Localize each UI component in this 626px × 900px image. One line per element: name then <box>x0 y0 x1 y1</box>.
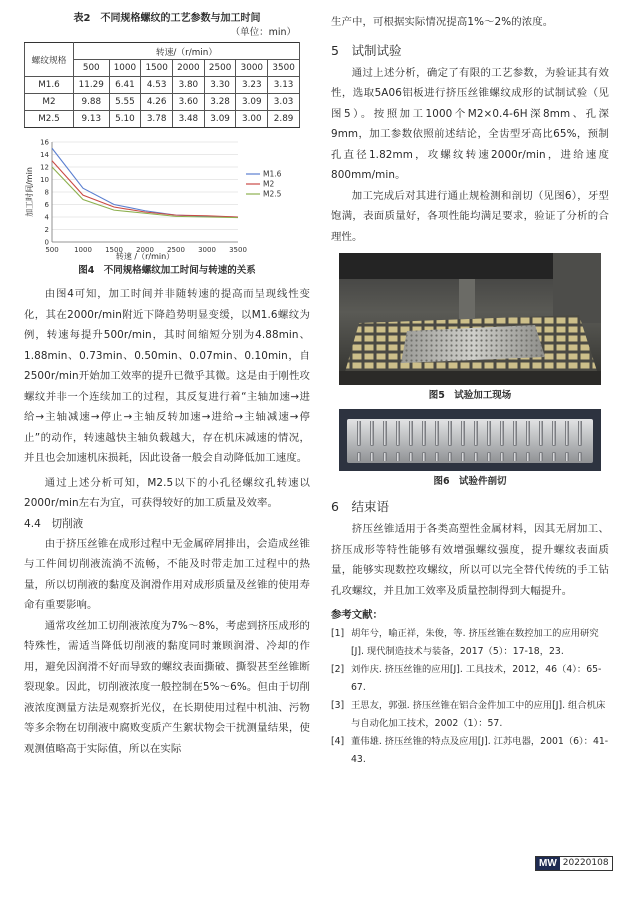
y-tick-label: 4 <box>44 213 49 222</box>
table-cell: 9.13 <box>74 111 110 128</box>
table-cell: 4.26 <box>141 94 173 111</box>
table-row-header: 螺纹规格 <box>25 43 74 77</box>
table-cell: 9.88 <box>74 94 110 111</box>
table-speed-cell: 2500 <box>204 60 236 77</box>
y-tick-label: 8 <box>44 188 49 197</box>
reference-text: 刘作庆. 挤压丝锥的应用[J]. 工具技术，2012，46（4）：65-67. <box>351 664 602 693</box>
table-row <box>25 77 300 94</box>
table-cell: 2.89 <box>268 111 300 128</box>
list-item <box>331 625 609 661</box>
references-title: 参考文献： <box>331 609 383 621</box>
legend-label: M2 <box>263 179 275 189</box>
paragraph: 通常攻丝加工切削液浓度为7%～8%，考虑到挤压成形的特殊性，需适当降低切削液的黏度同时兼顾润滑、冷却的作用，避免因润滑不好而导致的螺纹表面撕破、撕裂甚至丝锥断裂现象。因此，切削液浓度一般控制在5%～6%。但由于切削液浓度测量方法是观察折光仪，在长期使用过程中机油、污物等多余物在切削液中腐败变质产生絮状物会干扰测量结果，使观测值略高于实际值，所以在实际 <box>24 619 310 755</box>
reference-list <box>331 625 609 769</box>
reference-text: 董伟雄. 挤压丝锥的特点及应用[J]. 江苏电器，2001（6）：41-43. <box>351 736 609 765</box>
figure4-chart <box>24 134 300 264</box>
series-line-m2 <box>52 161 238 217</box>
table-spec-cell: M1.6 <box>25 77 74 94</box>
y-axis-label: 加工时间/min <box>25 167 34 217</box>
list-item <box>331 661 609 697</box>
right-column <box>331 12 609 769</box>
paragraph: 挤压丝锥适用于各类高塑性金属材料，因其无屑加工、挤压成形等特性能够有效增强螺纹强度，提升螺纹表面质量，能够实现数控攻螺纹，所以可以完全替代传统的手工钻孔攻螺纹，并且加工效率及质量控制得到大幅提升。 <box>331 523 609 597</box>
table-cell: 3.23 <box>236 77 268 94</box>
line-chart <box>24 134 300 264</box>
table-cell: 3.30 <box>204 77 236 94</box>
table-cell: 3.48 <box>173 111 205 128</box>
figure6-photo <box>339 409 601 475</box>
section-heading: 6 结束语 <box>331 499 389 514</box>
table-speed-cell: 500 <box>74 60 110 77</box>
table-speed-cell: 1000 <box>109 60 141 77</box>
y-tick-label: 16 <box>40 138 49 147</box>
legend-label: M2.5 <box>263 189 282 199</box>
table-cell: 3.03 <box>268 94 300 111</box>
x-tick-label: 3500 <box>229 246 247 254</box>
table-cell: 3.09 <box>204 111 236 128</box>
paragraph: 加工完成后对其进行通止规检测和剖切（见图6），牙型饱满，表面质量好，各项性能均满足要求，验证了分析的合理性。 <box>331 189 609 243</box>
list-item <box>331 697 609 733</box>
table-cell: 3.13 <box>268 77 300 94</box>
x-tick-label: 3000 <box>198 246 216 254</box>
legend-label: M1.6 <box>263 169 282 179</box>
table-cell: 5.55 <box>109 94 141 111</box>
x-tick-label: 2500 <box>167 246 185 254</box>
table-cell: 3.80 <box>173 77 205 94</box>
table-row <box>25 94 300 111</box>
x-axis-label: 转速 /（r/min） <box>115 252 175 261</box>
figure6-caption: 图6 试验件剖切 <box>433 476 507 487</box>
table-spec-cell: M2.5 <box>25 111 74 128</box>
x-tick-label: 500 <box>45 246 59 254</box>
paragraph: 由图4可知，加工时间并非随转速的提高而呈现线性变化，其在2000r/min附近下降趋势明显变缓，以M1.6螺纹为例，转速每提升500r/min，其时间缩短分别为4.88min、1.88min、0.73min、0.50min、0.07min、0.10min，自2500r/min开始加工效率的提升已微乎其微。这是由于刚性攻螺纹并非一个连续加工的过程，其反复进行着“主轴加速→进给→主轴减速→停止→主轴反转加速→进给→主轴减速→停止”的动作，转速越快主轴负载越大，存在机床减速的情况，并且也会加速机床损耗，因此设备一般会自动降低加工速度。 <box>24 288 310 464</box>
table-cell: 11.29 <box>74 77 110 94</box>
table-unit: （单位：min） <box>230 27 296 38</box>
list-item <box>331 733 609 769</box>
table-title: 表2 不同规格螺纹的工艺参数与加工时间 <box>73 13 261 24</box>
paragraph: 由于挤压丝锥在成形过程中无金属碎屑排出，会造成丝锥与工件间切削液流淌不流畅，不能及时带走加工过程中的热量，所以切削液的黏度及润滑作用对成形质量及丝锥的使用寿命有重要影响。 <box>24 537 310 611</box>
y-tick-label: 14 <box>40 151 49 159</box>
table-cell: 3.60 <box>173 94 205 111</box>
figure5-caption: 图5 试验加工现场 <box>428 390 512 401</box>
paragraph: 通过上述分析，确定了有限的工艺参数，为验证其有效性，选取5A06铝板进行挤压丝锥螺纹成形的试制试验（见图5）。按照加工1000个M2×0.4-6H深8mm、孔深9mm，加工参数依照前述结论，全齿型牙高比65%，预制孔直径1.82mm，攻螺纹转速2000r/min，进给速度800mm/min。 <box>331 66 609 181</box>
x-tick-label: 2000 <box>136 246 154 254</box>
figure4-caption: 图4 不同规格螺纹加工时间与转速的关系 <box>78 265 256 276</box>
figure5-photo <box>339 253 601 389</box>
table-spec-cell: M2 <box>25 94 74 111</box>
table-speed-header: 转速/（r/min） <box>74 43 300 60</box>
table-speed-cell: 2000 <box>173 60 205 77</box>
reference-number: [1] <box>331 628 345 639</box>
paragraph: 生产中，可根据实际情况提高1%～2%的浓度。 <box>331 16 554 28</box>
y-tick-label: 6 <box>44 201 49 209</box>
y-tick-label: 12 <box>40 163 49 172</box>
section-cut-photo <box>339 409 601 471</box>
table-cell: 3.09 <box>236 94 268 111</box>
table-speed-cell: 1500 <box>141 60 173 77</box>
reference-text: 胡年兮，喻正祥，朱俊，等. 挤压丝锥在数控加工的应用研究[J]. 现代制造技术与装备，2017（5）：17-18，23. <box>351 628 599 657</box>
table-cell: 4.53 <box>141 77 173 94</box>
table-cell: 3.78 <box>141 111 173 128</box>
journal-mark <box>535 856 613 871</box>
table-cell: 3.28 <box>204 94 236 111</box>
table-row <box>25 111 300 128</box>
table-cell: 6.41 <box>109 77 141 94</box>
y-tick-label: 10 <box>40 176 49 184</box>
journal-logo: MW <box>536 857 560 870</box>
reference-number: [4] <box>331 736 345 747</box>
machining-photo <box>339 253 601 385</box>
table-cell: 3.00 <box>236 111 268 128</box>
x-tick-label: 1500 <box>105 246 123 254</box>
y-tick-label: 0 <box>44 238 49 247</box>
y-tick-label: 2 <box>44 226 49 234</box>
reference-text: 王思友，郭强. 挤压丝锥在铝合金件加工中的应用[J]. 组合机床与自动化加工技术，2002（1）：57. <box>351 700 606 729</box>
section-heading: 4.4 切削液 <box>24 517 84 530</box>
table-speed-cell: 3500 <box>268 60 300 77</box>
series-line-m1-6 <box>52 148 238 217</box>
params-table <box>24 42 300 128</box>
reference-number: [3] <box>331 700 345 711</box>
reference-number: [2] <box>331 664 345 675</box>
left-column <box>24 12 310 759</box>
paragraph: 通过上述分析可知，M2.5以下的小孔径螺纹孔转速以2000r/min左右为宜，可获得较好的加工质量及效率。 <box>24 476 310 509</box>
x-tick-label: 1000 <box>74 246 92 254</box>
section-heading: 5 试制试验 <box>331 42 402 58</box>
table-cell: 5.10 <box>109 111 141 128</box>
issue-number: 20220108 <box>562 858 609 868</box>
table-speed-cell: 3000 <box>236 60 268 77</box>
